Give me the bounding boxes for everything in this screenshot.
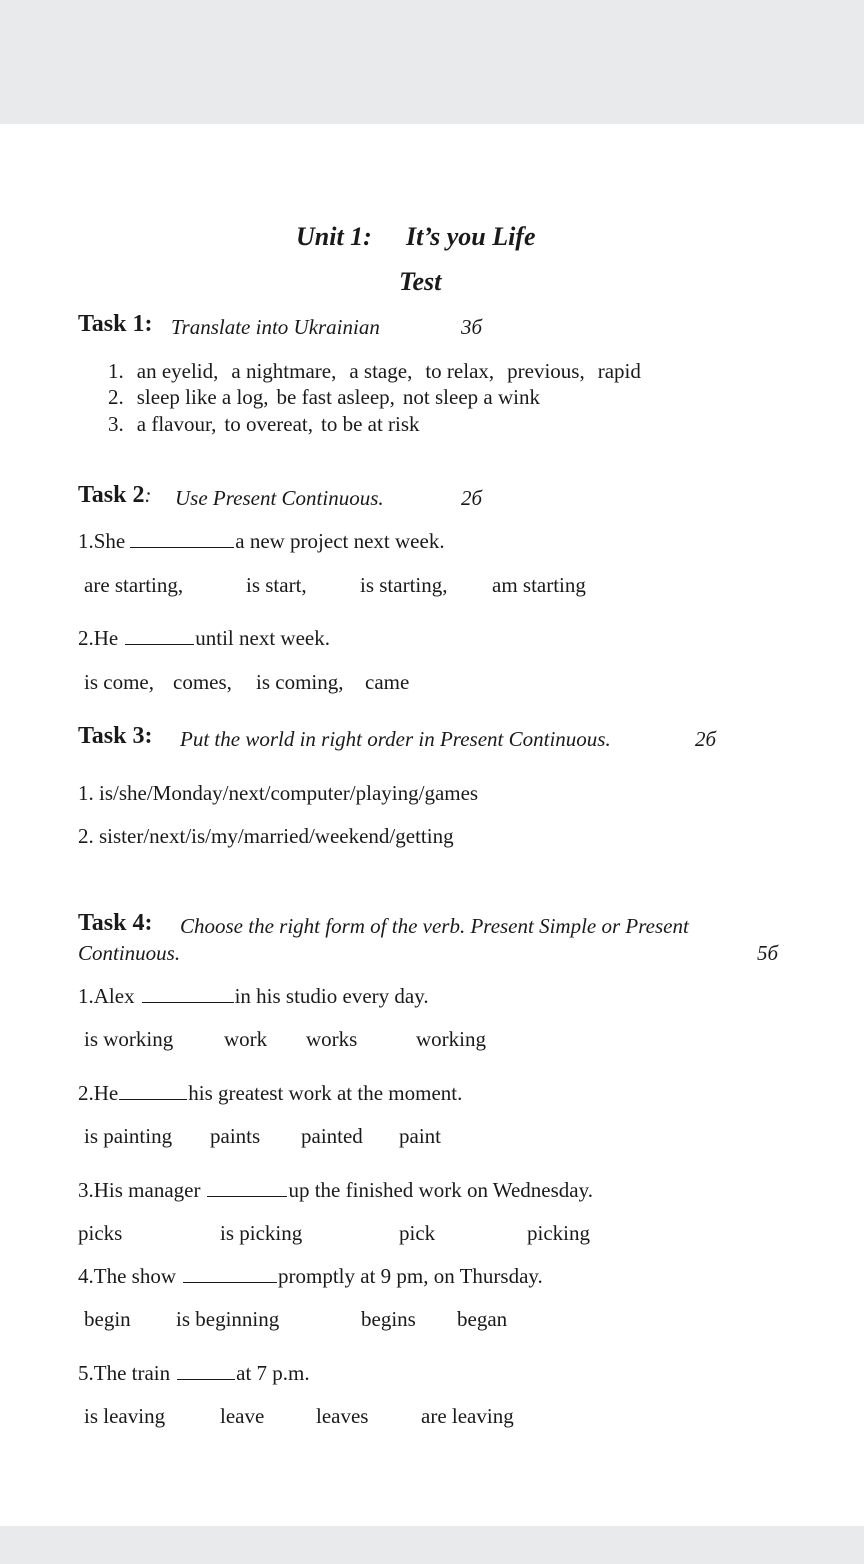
task4-option: leaves xyxy=(316,1404,369,1428)
task2-option: am starting xyxy=(492,573,586,597)
task2-option: comes, xyxy=(173,670,232,694)
task2-colon: : xyxy=(144,483,152,507)
task2-option: are starting, xyxy=(84,573,184,597)
task3-label: Task 3: xyxy=(78,723,153,749)
question-end: in his studio every day. xyxy=(234,984,429,1008)
question-end: until next week. xyxy=(195,626,330,650)
task4-option: pick xyxy=(399,1221,436,1245)
task1-item xyxy=(108,385,540,410)
task2-option: came xyxy=(365,670,410,694)
task1-points: 3б xyxy=(461,315,483,339)
word: to be at risk xyxy=(321,412,420,436)
question-start: 1.Alex xyxy=(78,984,135,1008)
word: a flavour, xyxy=(136,412,217,436)
task3-item: 2. sister/next/is/my/married/weekend/getting xyxy=(78,824,454,848)
item-number: 2. xyxy=(108,385,124,409)
task4-instruction-line2: Continuous. xyxy=(78,941,181,965)
task4-option: working xyxy=(416,1027,486,1051)
task4-option: begin xyxy=(84,1307,131,1331)
unit-topic: It’s you Life xyxy=(406,222,536,251)
document-page xyxy=(0,124,864,1526)
question-end: promptly at 9 pm, on Thursday. xyxy=(278,1264,543,1288)
answer-blank[interactable] xyxy=(119,1081,187,1100)
task4-points: 5б xyxy=(757,941,779,965)
task4-question xyxy=(78,1264,543,1289)
task4-option: picks xyxy=(78,1221,123,1245)
task4-question xyxy=(78,1361,310,1386)
task4-option: works xyxy=(306,1027,358,1051)
task4-option: is picking xyxy=(220,1221,303,1245)
question-start: 3.His manager xyxy=(78,1178,201,1202)
question-start: 2.He xyxy=(78,1081,119,1105)
task4-instruction-line1: Choose the right form of the verb. Present Simple or Present xyxy=(180,914,689,938)
task4-question xyxy=(78,1081,462,1106)
task4-option: began xyxy=(457,1307,508,1331)
question-start: 5.The train xyxy=(78,1361,171,1385)
unit-label: Unit 1: xyxy=(296,222,372,251)
answer-blank[interactable] xyxy=(125,626,194,645)
answer-blank[interactable] xyxy=(142,984,234,1003)
task2-option: is starting, xyxy=(360,573,448,597)
task4-question xyxy=(78,1178,593,1203)
task3-points: 2б xyxy=(695,727,717,751)
question-end: a new project next week. xyxy=(235,529,445,553)
question-end: at 7 p.m. xyxy=(236,1361,310,1385)
question-start: 1.She xyxy=(78,529,126,553)
word: previous, xyxy=(507,359,585,383)
answer-blank[interactable] xyxy=(207,1178,287,1197)
task2-label xyxy=(78,482,152,509)
word: an eyelid, xyxy=(136,359,219,383)
question-start: 4.The show xyxy=(78,1264,176,1288)
word: rapid xyxy=(597,359,641,383)
task3-instruction: Put the world in right order in Present Continuous. xyxy=(180,727,611,751)
task4-option: picking xyxy=(527,1221,590,1245)
word: sleep like a log, xyxy=(136,385,269,409)
task2-option: is start, xyxy=(246,573,307,597)
task4-option: painted xyxy=(301,1124,363,1148)
answer-blank[interactable] xyxy=(130,529,234,548)
word: to relax, xyxy=(425,359,495,383)
item-number: 1. xyxy=(108,359,124,383)
word: a stage, xyxy=(349,359,413,383)
task2-question xyxy=(78,626,330,651)
word: to overeat, xyxy=(224,412,313,436)
task4-option: paints xyxy=(210,1124,261,1148)
task4-option: work xyxy=(224,1027,268,1051)
answer-blank[interactable] xyxy=(183,1264,277,1283)
question-start: 2.He xyxy=(78,626,119,650)
page-subtitle: Test xyxy=(399,267,442,296)
question-end: his greatest work at the moment. xyxy=(188,1081,463,1105)
task4-option: is beginning xyxy=(176,1307,280,1331)
task4-option: begins xyxy=(361,1307,416,1331)
task4-option: are leaving xyxy=(421,1404,514,1428)
task2-option: is come, xyxy=(84,670,154,694)
task2-instruction: Use Present Continuous. xyxy=(175,486,384,510)
word: not sleep a wink xyxy=(402,385,540,409)
item-number: 3. xyxy=(108,412,124,436)
task3-item: 1. is/she/Monday/next/computer/playing/games xyxy=(78,781,479,805)
task4-option: paint xyxy=(399,1124,441,1148)
task4-option: leave xyxy=(220,1404,265,1428)
task2-option: is coming, xyxy=(256,670,344,694)
task4-option: is working xyxy=(84,1027,174,1051)
task1-label: Task 1: xyxy=(78,311,153,337)
word: a nightmare, xyxy=(231,359,337,383)
word: be fast asleep, xyxy=(276,385,395,409)
question-end: up the finished work on Wednesday. xyxy=(288,1178,593,1202)
task1-item xyxy=(108,359,641,384)
task1-instruction: Translate into Ukrainian xyxy=(171,315,380,339)
task2-label-text: Task 2 xyxy=(78,482,145,508)
task2-question xyxy=(78,529,445,554)
task4-option: is leaving xyxy=(84,1404,166,1428)
task1-item xyxy=(108,412,420,437)
task4-option: is painting xyxy=(84,1124,173,1148)
task4-question xyxy=(78,984,429,1009)
answer-blank[interactable] xyxy=(177,1361,235,1380)
task2-points: 2б xyxy=(461,486,483,510)
task4-label: Task 4: xyxy=(78,910,153,936)
